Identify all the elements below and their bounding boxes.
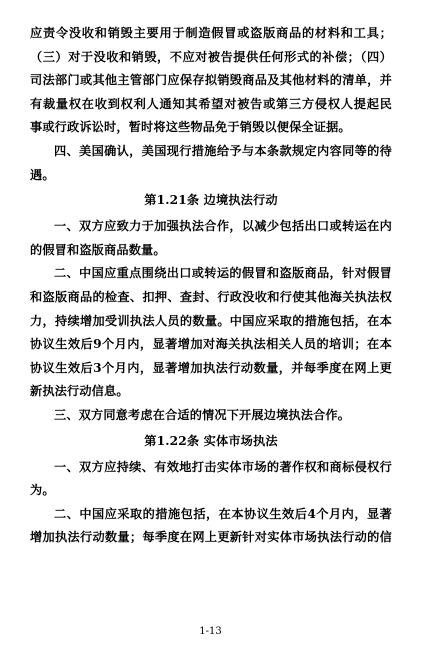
text-line: 四、美国确认，美国现行措施给予与本条款规定内容同等的待 (54, 143, 392, 158)
text-line: 力，持续增加受训执法人员的数量。中国应采取的措施包括，在本 (30, 313, 392, 328)
page-number: 1-13 (199, 626, 222, 637)
text-line: 一、双方应致力于加强执法合作，以减少包括出口或转运在内 (54, 219, 392, 234)
text-line: 司法部门或其他主管部门应保存拟销毁商品及其他材料的清单，并 (30, 73, 392, 88)
text-line: 二、中国应采取的措施包括，在本协议生效后4个月内，显著 (54, 506, 392, 521)
article-heading: 第1.21条 边境执法行动 (144, 193, 278, 208)
body-text (30, 22, 392, 550)
text-line: 增加执法行动数量；每季度在网上更新针对实体市场执法行动的信 (30, 530, 392, 545)
text-line: 一、双方应持续、有效地打击实体市场的著作权和商标侵权行 (54, 459, 392, 474)
text-line: 三、双方同意考虑在合适的情况下开展边境执法合作。 (54, 407, 351, 422)
text-line: 的假冒和盗版商品数量。 (30, 242, 166, 257)
text-line: 新执法行动信息。 (30, 384, 129, 399)
text-line: 协议生效后9个月内，显著增加对海关执法相关人员的培训；在本 (30, 337, 392, 352)
text-line: （三）对于没收和销毁，不应对被告提供任何形式的补偿；（四） (30, 49, 392, 64)
text-line: 应责令没收和销毁主要用于制造假冒或盗版商品的材料和工具； (30, 26, 392, 40)
text-line: 有裁量权在收到权利人通知其希望对被告或第三方侵权人提起民 (30, 96, 392, 111)
text-line: 和盗版商品的检查、扣押、查封、行政没收和行使其他海关执法权 (30, 289, 392, 304)
text-line: 事或行政诉讼时，暂时将这些物品免于销毁以便保全证据。 (30, 120, 351, 135)
text-line: 遇。 (30, 167, 55, 182)
text-line: 为。 (30, 483, 55, 498)
text-line: 协议生效后3个月内，显著增加执法行动数量，并每季度在网上更 (30, 360, 392, 375)
text-line: 二、中国应重点围绕出口或转运的假冒和盗版商品，针对假冒 (54, 266, 392, 281)
article-heading: 第1.22条 实体市场执法 (144, 433, 278, 448)
